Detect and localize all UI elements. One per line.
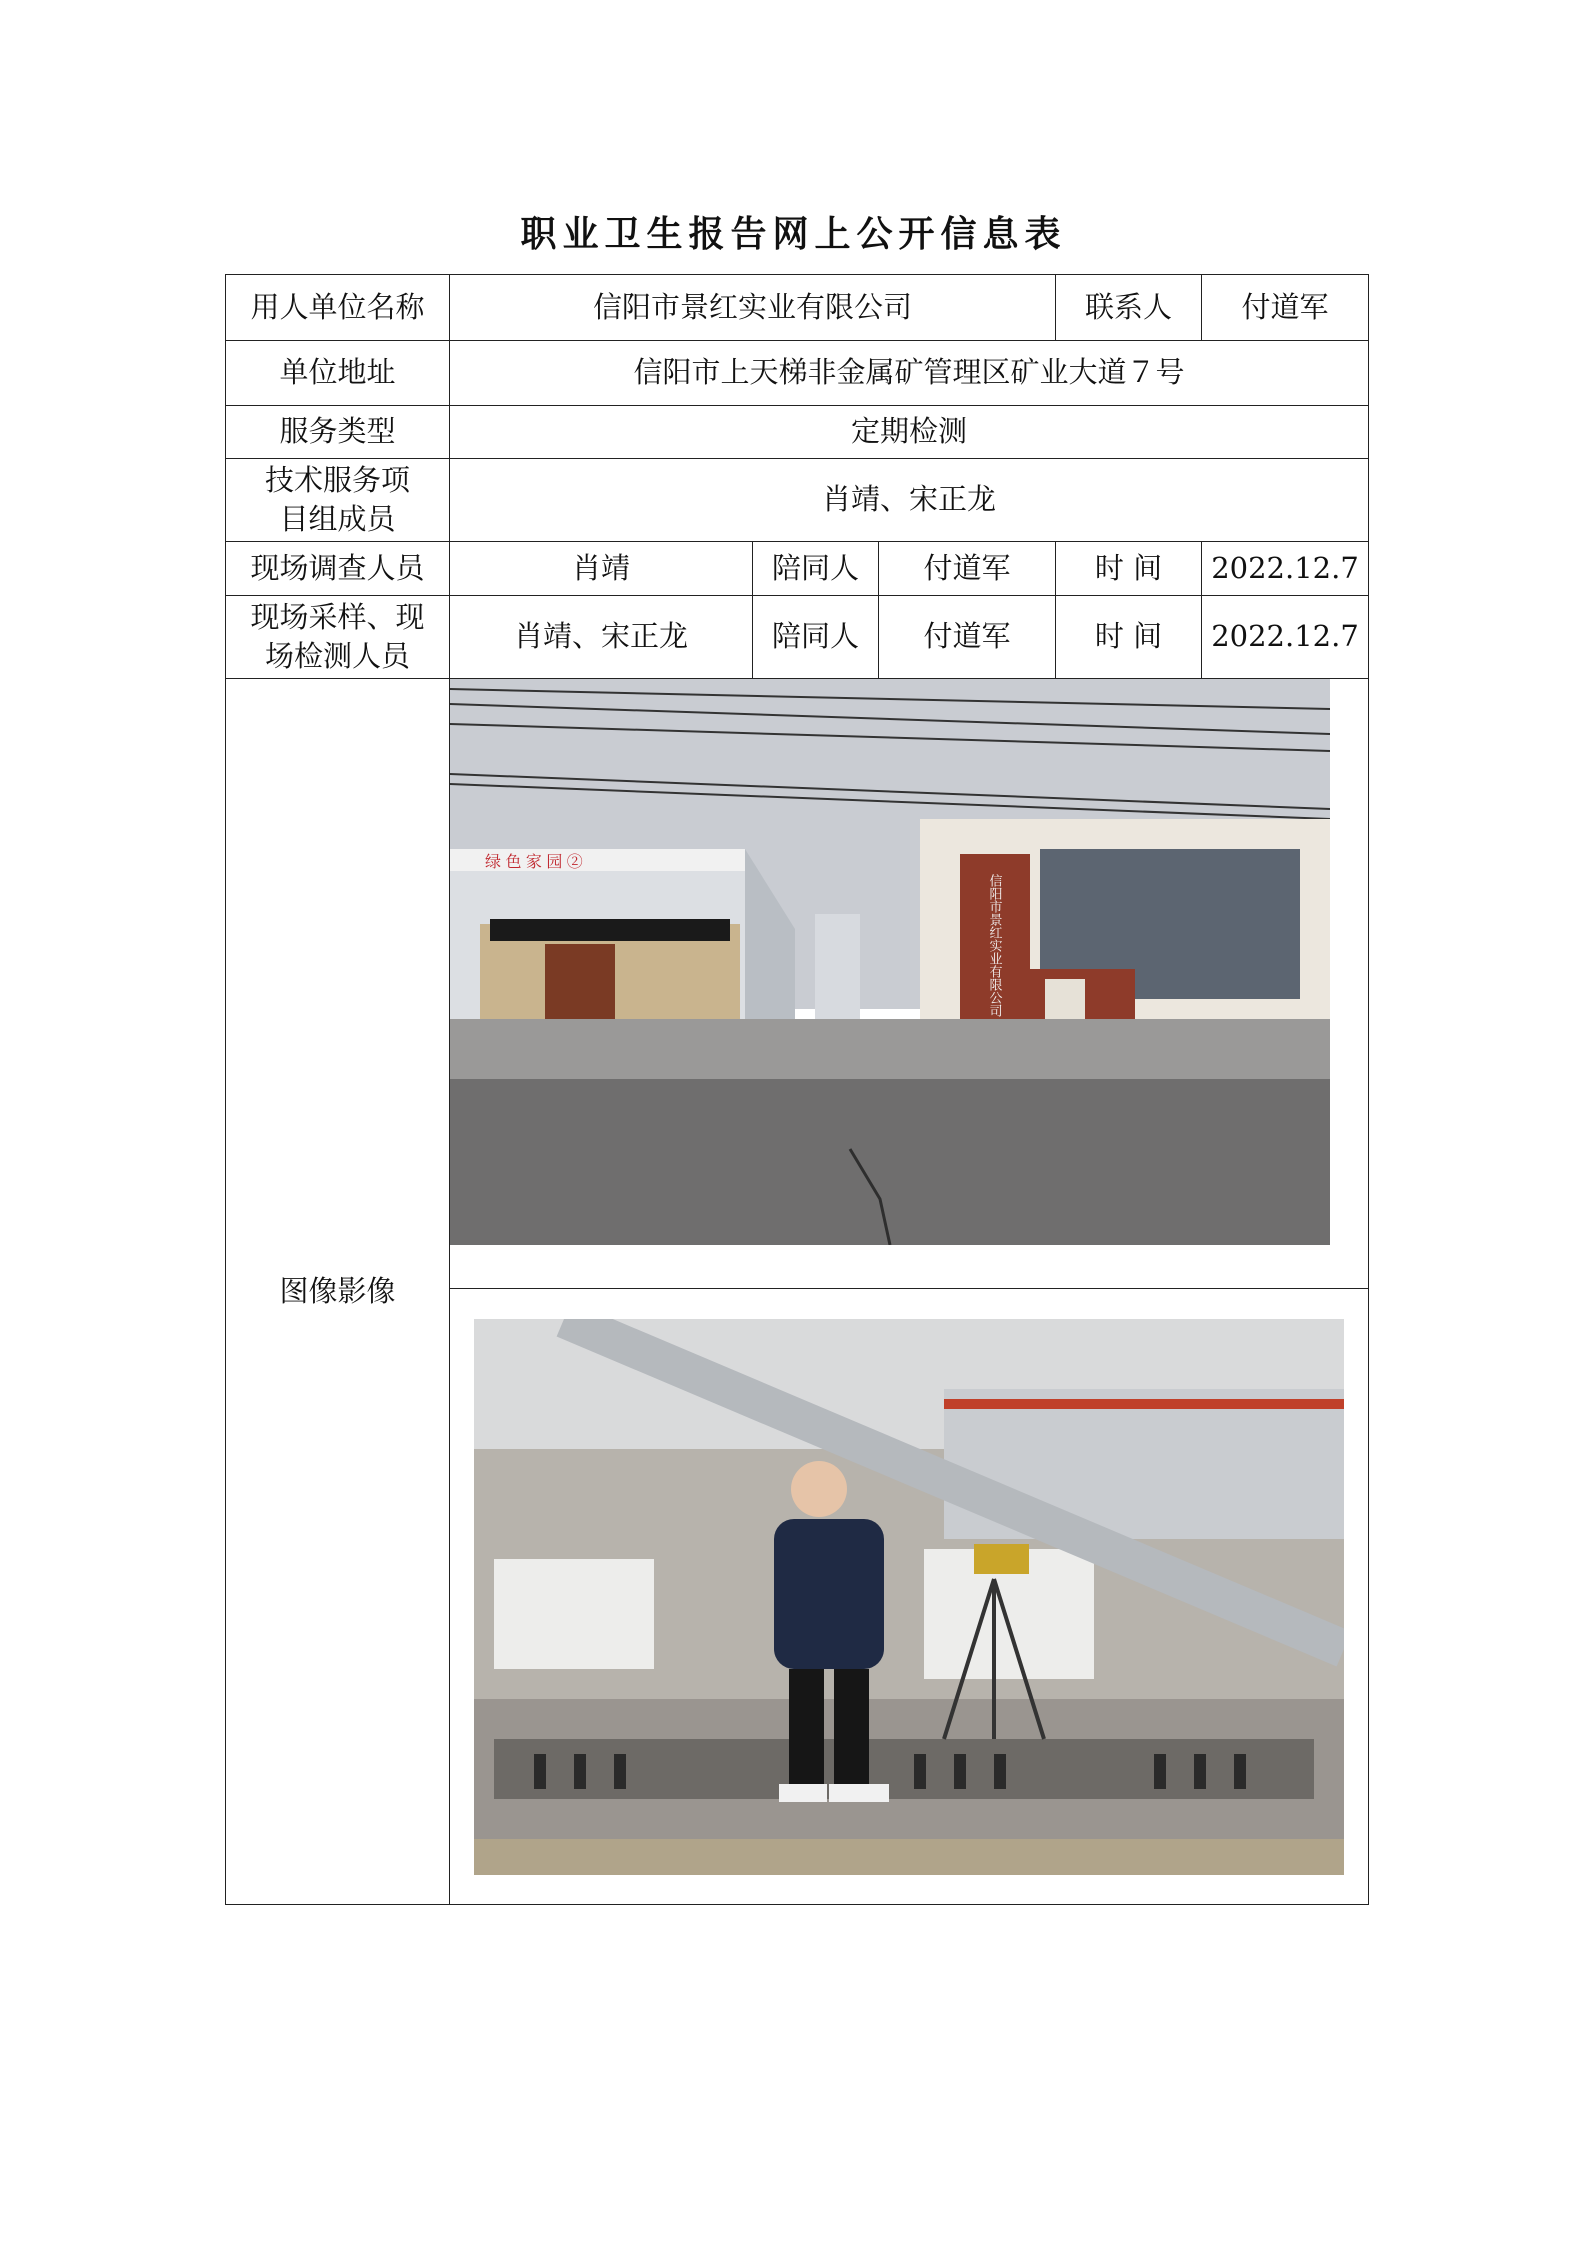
value-contact: 付道军 bbox=[1202, 275, 1369, 341]
photo-cell-1 bbox=[450, 679, 1369, 1289]
label-survey-time: 时 间 bbox=[1056, 542, 1202, 596]
worker-sampling-photo bbox=[474, 1319, 1344, 1875]
label-sampling-accompany: 陪同人 bbox=[753, 596, 879, 679]
sampling-instrument bbox=[974, 1544, 1029, 1574]
label-sampling-staff-text: 现场采样、现场检测人员 bbox=[250, 599, 425, 673]
label-sampling-time: 时 间 bbox=[1056, 596, 1202, 679]
photo-cell-2 bbox=[450, 1289, 1369, 1905]
value-sampling-staff: 肖靖、宋正龙 bbox=[450, 596, 753, 679]
label-survey-staff: 现场调查人员 bbox=[226, 542, 450, 596]
value-survey-staff: 肖靖 bbox=[450, 542, 753, 596]
label-address: 单位地址 bbox=[226, 341, 450, 406]
label-team-members-text: 技术服务项目组成员 bbox=[264, 462, 410, 536]
label-service-type: 服务类型 bbox=[226, 406, 450, 459]
factory-gate-photo bbox=[450, 679, 1330, 1245]
label-team-members bbox=[226, 459, 450, 542]
value-team-members: 肖靖、宋正龙 bbox=[450, 459, 1369, 542]
label-survey-accompany: 陪同人 bbox=[753, 542, 879, 596]
value-sampling-accompany: 付道军 bbox=[879, 596, 1056, 679]
value-survey-accompany: 付道军 bbox=[879, 542, 1056, 596]
label-images: 图像影像 bbox=[226, 679, 450, 1905]
value-unit-name: 信阳市景红实业有限公司 bbox=[450, 275, 1056, 341]
value-survey-time: 2022.12.7 bbox=[1202, 542, 1369, 596]
value-sampling-time: 2022.12.7 bbox=[1202, 596, 1369, 679]
building-sign: 信阳市景红实业有限公司 bbox=[987, 874, 1003, 1017]
info-table bbox=[225, 274, 1369, 1905]
page-title: 职业卫生报告网上公开信息表 bbox=[520, 213, 1067, 255]
warehouse-sign: 绿 色 家 园 ② bbox=[485, 854, 583, 871]
label-contact: 联系人 bbox=[1056, 275, 1202, 341]
label-unit-name: 用人单位名称 bbox=[226, 275, 450, 341]
value-address: 信阳市上天梯非金属矿管理区矿业大道７号 bbox=[450, 341, 1369, 406]
value-service-type: 定期检测 bbox=[450, 406, 1369, 459]
label-sampling-staff bbox=[226, 596, 450, 679]
